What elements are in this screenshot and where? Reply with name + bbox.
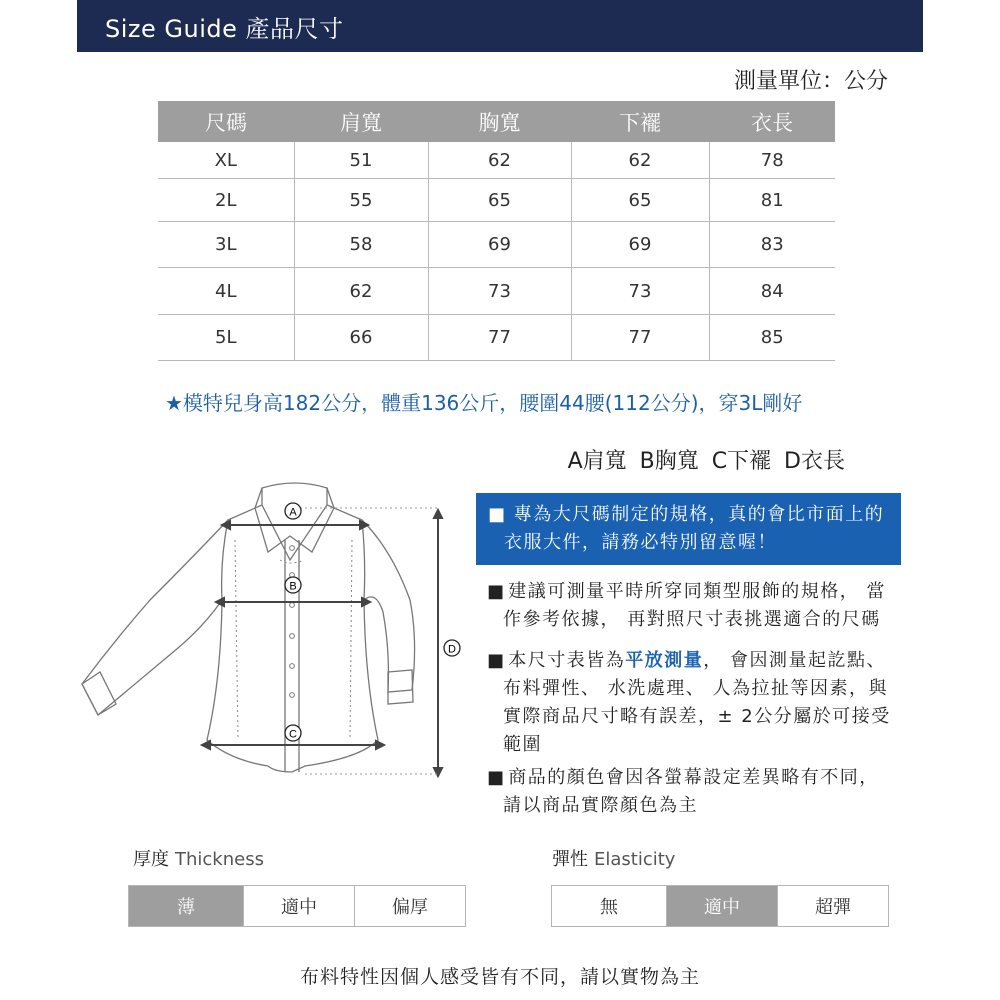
footer-note: 布料特性因個人感受皆有不同，請以實物為主 — [299, 966, 700, 988]
table-header-row — [158, 101, 835, 142]
column-header-shoulder: 肩寬 — [294, 101, 428, 142]
size-table — [158, 101, 835, 361]
table-cell: 77 — [428, 315, 571, 361]
table-cell: 73 — [428, 268, 571, 315]
header-bar — [77, 0, 923, 52]
thickness-label-en: Thickness — [175, 849, 264, 870]
flat-measure-highlight: 平放測量 — [625, 650, 704, 671]
note-line: 本尺寸表皆為 — [508, 650, 626, 671]
shirt-measurement-diagram — [75, 470, 475, 790]
table-cell: 55 — [294, 179, 428, 222]
thickness-label-zh: 厚度 — [133, 849, 169, 870]
note-line: 作參考依據， 再對照尺寸表挑選適合的尺碼 — [503, 609, 881, 630]
notice-line: 衣服大件，請務必特別留意喔！ — [504, 532, 777, 553]
table-cell: 85 — [709, 315, 835, 361]
thickness-option-thick: 偏厚 — [354, 886, 465, 926]
svg-text:C: C — [289, 728, 297, 741]
unit-note: 測量單位：公分 — [733, 69, 888, 94]
elasticity-scale — [551, 885, 889, 927]
bullet-icon: ■ — [488, 504, 507, 525]
note-line: ， 會因測量起訖點、 — [703, 650, 886, 671]
table-cell: 73 — [571, 268, 709, 315]
elasticity-option-none: 無 — [600, 897, 618, 918]
table-cell: 4L — [158, 268, 294, 315]
table-cell: 3L — [158, 222, 294, 268]
svg-text:A: A — [289, 506, 297, 519]
table-row — [158, 179, 835, 222]
elasticity-option-super: 超彈 — [777, 886, 888, 926]
table-cell: 5L — [158, 315, 294, 361]
marker-c — [285, 725, 301, 741]
elasticity-option-medium: 適中 — [666, 886, 777, 926]
thickness-scale — [128, 885, 466, 927]
table-cell: 81 — [709, 179, 835, 222]
svg-text:B: B — [289, 580, 297, 593]
table-cell: 62 — [428, 142, 571, 179]
marker-a — [285, 503, 301, 519]
column-header-hem: 下襬 — [571, 101, 709, 142]
note-line: 範圍 — [503, 734, 542, 755]
note-line: 布料彈性、 水洗處理、 人為拉扯等因素，與 — [503, 678, 888, 699]
note-line: 建議可測量平時所穿同類型服飾的規格， 當 — [508, 581, 886, 602]
table-cell: 78 — [709, 142, 835, 179]
table-cell: 58 — [294, 222, 428, 268]
table-row — [158, 142, 835, 179]
note-line: 商品的顏色會因各螢幕設定差異略有不同， — [508, 767, 879, 788]
column-header-length: 衣長 — [709, 101, 835, 142]
note-line: 實際商品尺寸略有誤差，± 2公分屬於可接受 — [503, 706, 891, 727]
model-fit-note: ★模特兒身高182公分，體重136公斤，腰圍44腰(112公分)，穿3L剛好 — [165, 391, 803, 415]
table-cell: XL — [158, 142, 294, 179]
note-measure-suggestion — [487, 578, 899, 634]
table-cell: 83 — [709, 222, 835, 268]
table-row — [158, 268, 835, 315]
notice-line: 專為大尺碼制定的規格，真的會比市面上的 — [513, 504, 885, 525]
table-cell: 62 — [571, 142, 709, 179]
note-color-variance — [487, 764, 899, 820]
column-header-size: 尺碼 — [158, 101, 294, 142]
elasticity-label-en: Elasticity — [594, 849, 676, 870]
note-flat-measurement — [487, 647, 899, 759]
thickness-option-thin: 薄 — [129, 886, 243, 926]
bullet-icon: ■ — [487, 581, 506, 602]
bullet-icon: ■ — [487, 767, 506, 788]
elasticity-label — [552, 845, 675, 871]
page-title: Size Guide 產品尺寸 — [105, 15, 344, 43]
table-cell: 2L — [158, 179, 294, 222]
measurement-legend: A肩寬 B胸寬 C下襬 D衣長 — [567, 449, 845, 474]
table-cell: 65 — [428, 179, 571, 222]
bullet-icon: ■ — [487, 650, 506, 671]
elasticity-label-zh: 彈性 — [552, 849, 588, 870]
table-cell: 62 — [294, 268, 428, 315]
table-cell: 69 — [428, 222, 571, 268]
table-cell: 51 — [294, 142, 428, 179]
column-header-chest: 胸寬 — [428, 101, 571, 142]
table-cell: 65 — [571, 179, 709, 222]
table-cell: 69 — [571, 222, 709, 268]
marker-d — [444, 640, 460, 656]
table-row — [158, 222, 835, 268]
table-row — [158, 315, 835, 361]
marker-b — [285, 577, 301, 593]
thickness-label — [133, 845, 264, 871]
svg-text:D: D — [448, 643, 456, 656]
thickness-option-medium: 適中 — [243, 886, 354, 926]
table-cell: 84 — [709, 268, 835, 315]
table-cell: 77 — [571, 315, 709, 361]
note-line: 請以商品實際顏色為主 — [503, 795, 698, 816]
highlight-notice — [476, 493, 901, 565]
table-cell: 66 — [294, 315, 428, 361]
